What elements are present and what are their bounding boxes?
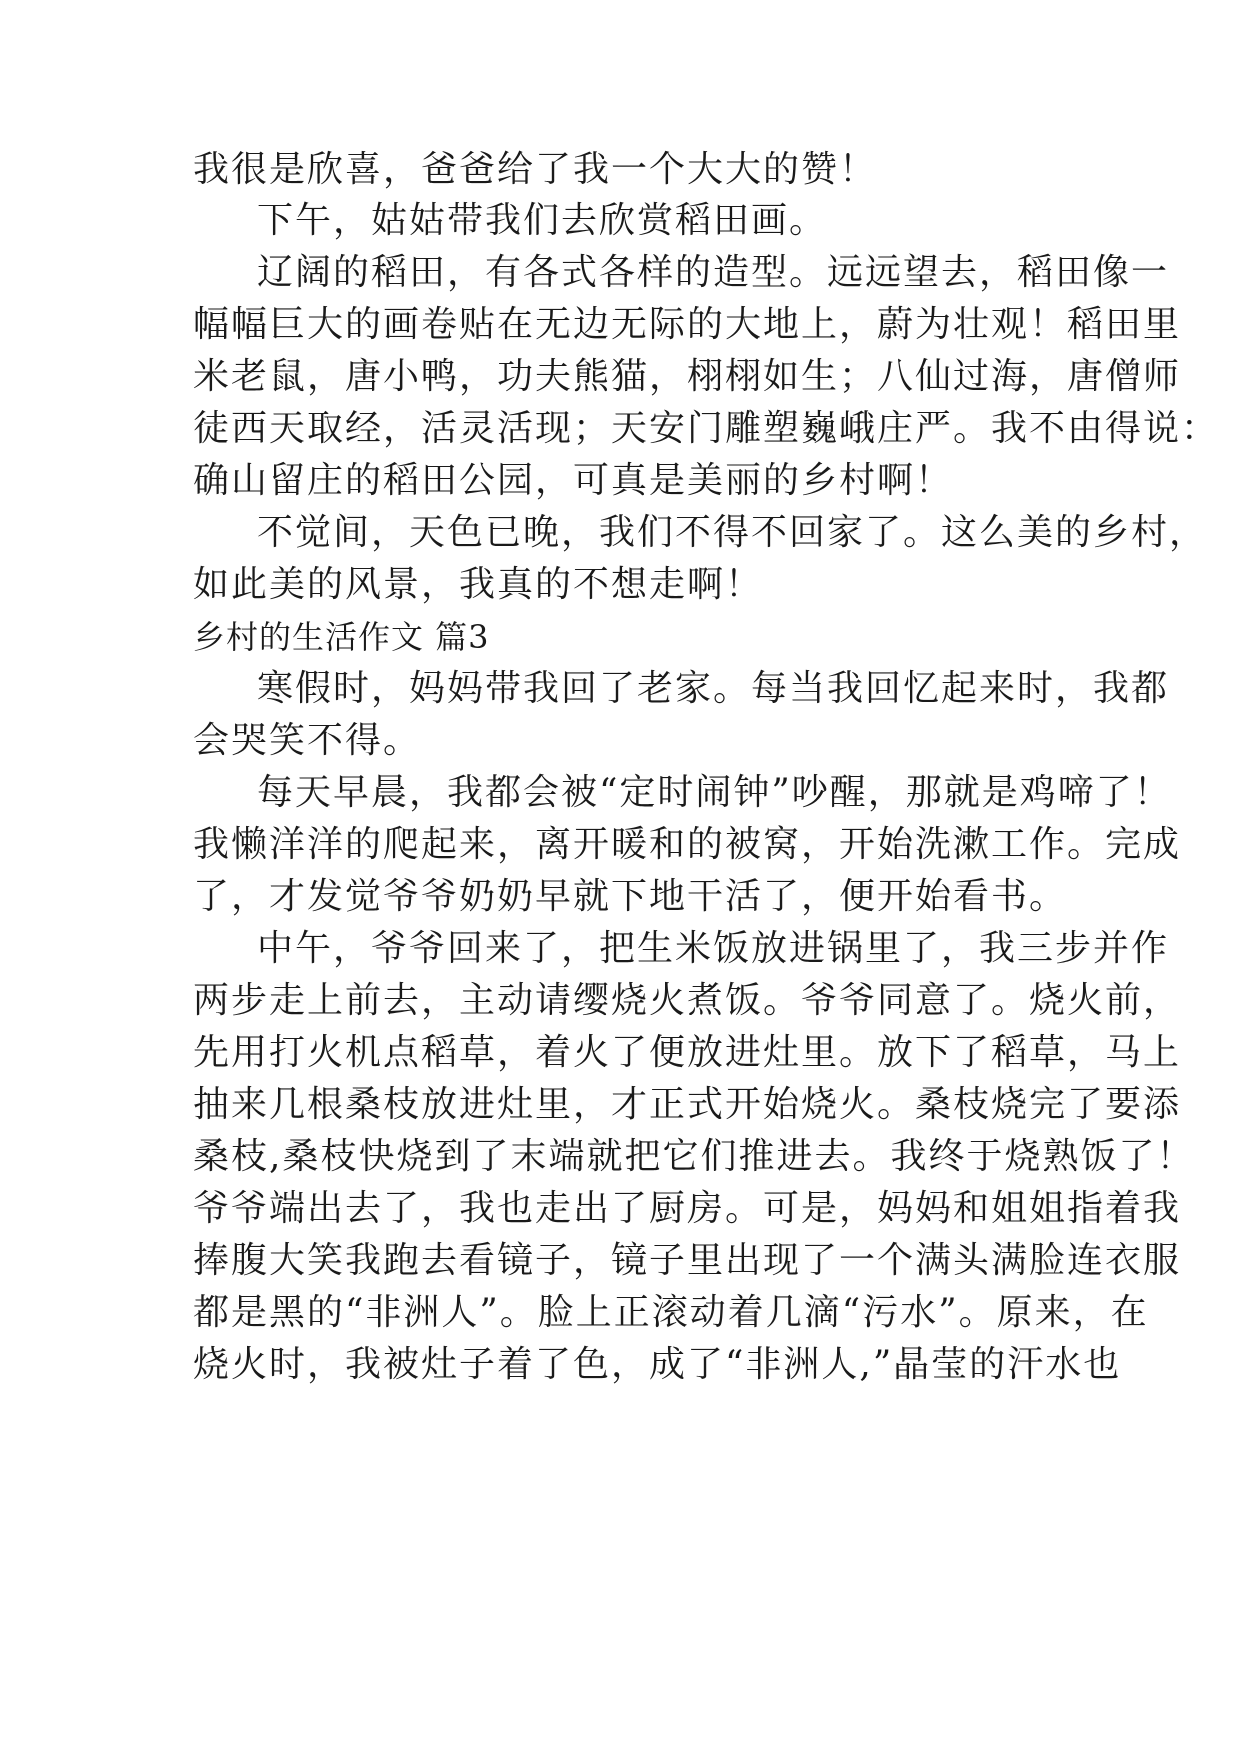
paragraph-line: 桑枝,桑枝快烧到了末端就把它们推进去。我终于烧熟饭了！ <box>193 1136 1195 1177</box>
paragraph-line: 爷爷端出去了，我也走出了厨房。可是，妈妈和姐姐指着我 <box>193 1188 1182 1229</box>
paragraph-line: 不觉间，天色已晚，我们不得不回家了。这么美的乡村， <box>257 512 1208 553</box>
paragraph-line: 会哭笑不得。 <box>193 720 422 761</box>
paragraph-line: 幅幅巨大的画卷贴在无边无际的大地上，蔚为壮观！稻田里 <box>193 304 1182 345</box>
paragraph-line: 两步走上前去，主动请缨烧火煮饭。爷爷同意了。烧火前， <box>193 980 1182 1021</box>
paragraph-line: 中午，爷爷回来了，把生米饭放进锅里了，我三步并作 <box>257 928 1170 969</box>
paragraph-line: 我很是欣喜，爸爸给了我一个大大的赞！ <box>193 149 878 190</box>
paragraph-line: 每天早晨，我都会被“定时闹钟”吵醒，那就是鸡啼了！ <box>257 772 1172 813</box>
paragraph-line: 抽来几根桑枝放进灶里，才正式开始烧火。桑枝烧完了要添 <box>193 1084 1182 1125</box>
section-heading: 乡村的生活作文 篇3 <box>193 618 490 656</box>
paragraph-line: 捧腹大笑我跑去看镜子，镜子里出现了一个满头满脸连衣服 <box>193 1240 1182 1281</box>
paragraph-line: 米老鼠，唐小鸭，功夫熊猫，栩栩如生；八仙过海，唐僧师 <box>193 356 1182 397</box>
paragraph-line: 辽阔的稻田，有各式各样的造型。远远望去，稻田像一 <box>257 252 1170 293</box>
paragraph-line: 了，才发觉爷爷奶奶早就下地干活了，便开始看书。 <box>193 876 1068 917</box>
paragraph-line: 徒西天取经，活灵活现；天安门雕塑巍峨庄严。我不由得说： <box>193 408 1220 449</box>
paragraph-line: 都是黑的“非洲人”。脸上正滚动着几滴“污水”。原来，在 <box>193 1292 1149 1333</box>
paragraph-line: 确山留庄的稻田公园，可真是美丽的乡村啊！ <box>193 460 954 501</box>
paragraph-line: 下午，姑姑带我们去欣赏稻田画。 <box>257 200 828 241</box>
paragraph-line: 寒假时，妈妈带我回了老家。每当我回忆起来时，我都 <box>257 668 1170 709</box>
paragraph-line: 烧火时，我被灶子着了色，成了“非洲人,”晶莹的汗水也 <box>193 1344 1122 1385</box>
paragraph-line: 如此美的风景，我真的不想走啊！ <box>193 564 764 605</box>
paragraph-line: 先用打火机点稻草，着火了便放进灶里。放下了稻草，马上 <box>193 1032 1182 1073</box>
paragraph-line: 我懒洋洋的爬起来，离开暖和的被窝，开始洗漱工作。完成 <box>193 824 1182 865</box>
